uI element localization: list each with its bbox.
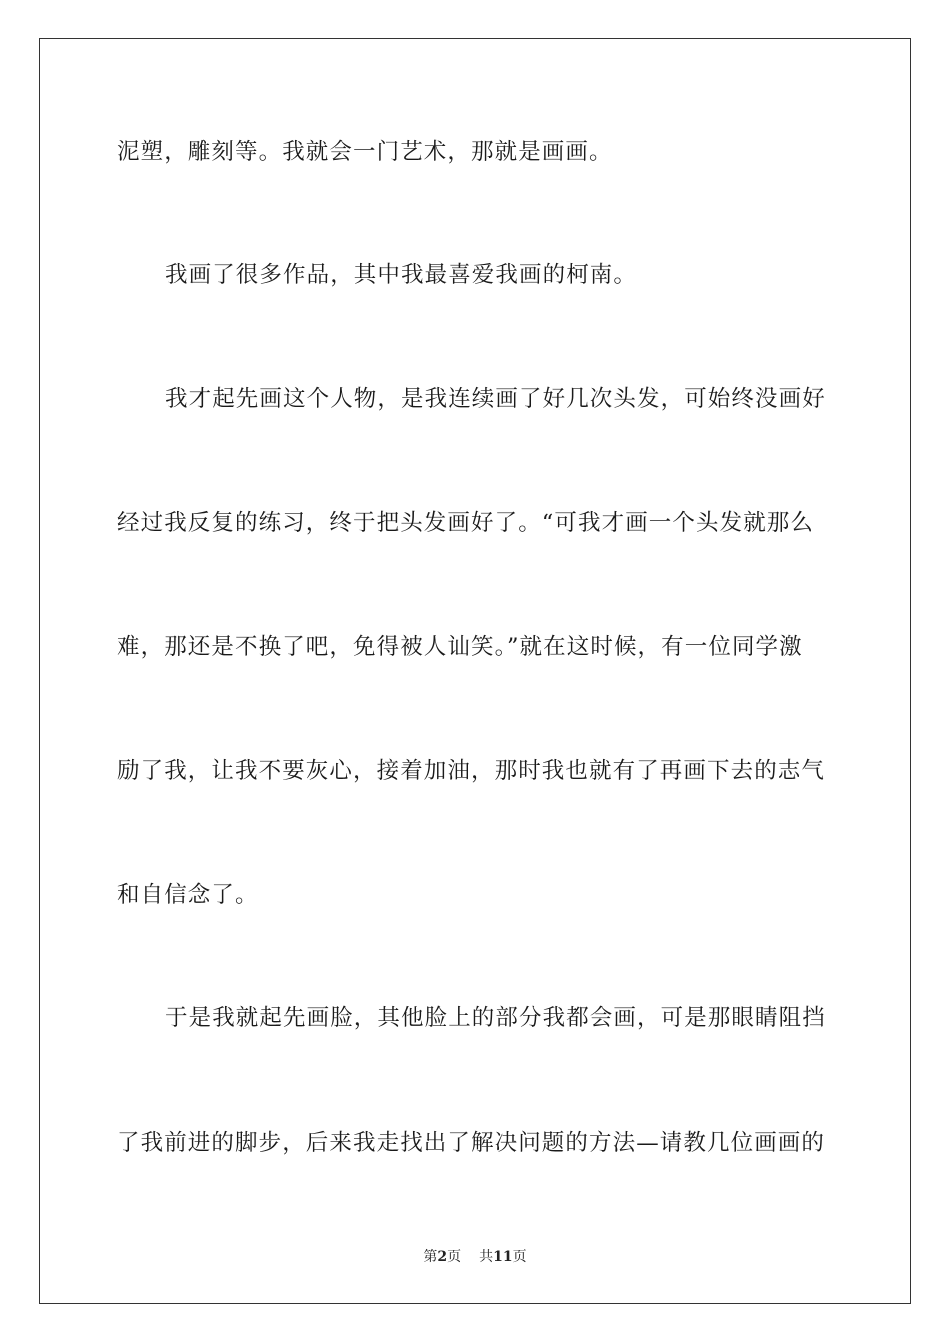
text-line-3: 我才起先画这个人物，是我连续画了好几次头发，可始终没画好: [165, 386, 826, 412]
page-indicator: 第2页: [423, 1249, 462, 1265]
page-border: [39, 38, 911, 1304]
text-line-5: 难，那还是不换了吧，免得被人讪笑。”就在这时候，有一位同学激: [117, 634, 803, 660]
text-line-2: 我画了很多作品，其中我最喜爱我画的柯南。: [165, 262, 638, 288]
text-line-6: 励了我，让我不要灰心，接着加油，那时我也就有了再画下去的志气: [117, 758, 826, 784]
text-line-7: 和自信念了。: [117, 882, 259, 908]
total-pages-indicator: 共11页: [479, 1249, 527, 1265]
text-line-9: 了我前进的脚步，后来我走找出了解决问题的方法—请教几位画画的: [117, 1130, 826, 1156]
text-line-8: 于是我就起先画脸，其他脸上的部分我都会画，可是那眼睛阻挡: [165, 1005, 826, 1031]
text-line-1: 泥塑，雕刻等。我就会一门艺术，那就是画画。: [117, 139, 613, 165]
page-footer: [0, 1248, 950, 1266]
text-line-4: 经过我反复的练习，终于把头发画好了。“可我才画一个头发就那么: [117, 510, 815, 536]
